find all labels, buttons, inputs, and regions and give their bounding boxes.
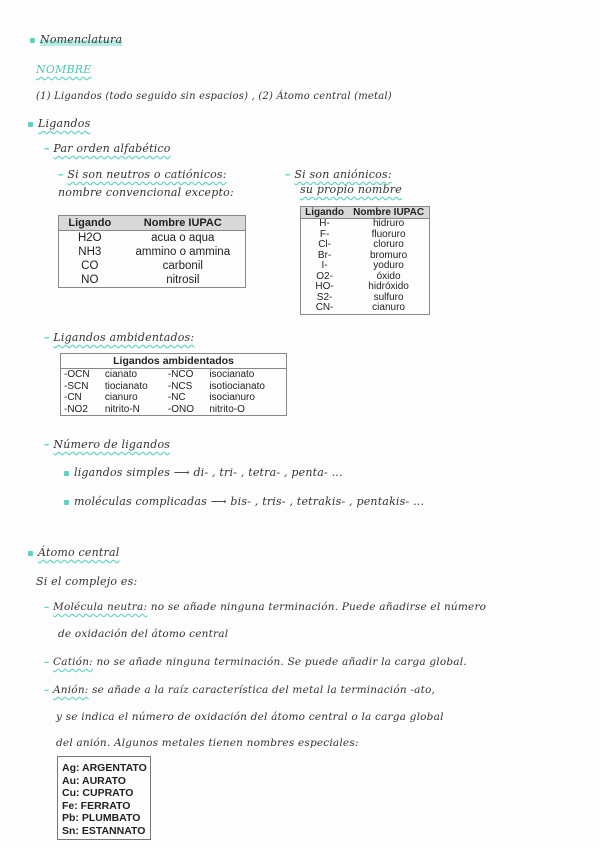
bullet-icon bbox=[28, 122, 33, 127]
table-row bbox=[59, 273, 246, 288]
ligando-cell: -NC bbox=[167, 392, 186, 403]
ligando-cell: -NO2 bbox=[64, 403, 88, 415]
neutros-sub: nombre convencional excepto: bbox=[58, 186, 234, 199]
ligando-cell: S2- bbox=[316, 291, 333, 303]
neutros-table bbox=[58, 215, 246, 288]
nombre-cell: isocianato bbox=[209, 369, 255, 380]
table-row bbox=[59, 245, 246, 259]
simples-line: ligandos simples ⟶ di- , tri- , tetra- , penta- ... bbox=[64, 466, 343, 479]
nombre-cell: bromuro bbox=[369, 249, 408, 261]
nombre-cell: sulfuro bbox=[373, 291, 404, 303]
nombre-cell: isocianuro bbox=[209, 392, 255, 403]
ligando-cell: H- bbox=[319, 218, 330, 229]
anionicos-label: – Si son aniónicos: bbox=[285, 168, 392, 181]
atomo-heading: Átomo central bbox=[28, 546, 119, 559]
table-row bbox=[301, 303, 430, 314]
especial-item: Au: AURATO bbox=[62, 774, 126, 787]
table-header: Nombre IUPAC bbox=[348, 207, 429, 219]
ligando-cell: CO bbox=[81, 260, 99, 272]
table-row bbox=[301, 282, 430, 293]
ligando-cell: NH3 bbox=[78, 246, 102, 258]
ligando-cell: Cl- bbox=[318, 239, 331, 250]
ligando-cell: CN- bbox=[315, 302, 334, 313]
ligando-cell: -ONO bbox=[167, 403, 194, 415]
ligando-cell: HO- bbox=[315, 281, 334, 292]
ligando-cell: -NCS bbox=[167, 380, 193, 392]
nombre-cell: yoduro bbox=[373, 260, 404, 271]
nombre-cell: nitrito-O bbox=[209, 403, 245, 415]
ligando-cell: Br- bbox=[317, 249, 332, 261]
nombre-cell: hidróxido bbox=[368, 281, 409, 292]
anionicos-sub: su propio nombre bbox=[300, 183, 402, 196]
bullet-icon bbox=[64, 471, 69, 476]
numero-label: – Número de ligandos bbox=[44, 438, 171, 451]
nombre-heading: NOMBRE bbox=[36, 63, 92, 76]
nombre-cell: carbonil bbox=[162, 260, 203, 272]
table-row bbox=[301, 261, 430, 272]
page-title: Nomenclatura bbox=[30, 33, 122, 46]
table-row bbox=[61, 404, 287, 416]
table-row bbox=[61, 369, 287, 381]
nombre-cell: nitrosil bbox=[166, 274, 200, 286]
ligando-cell: -CN bbox=[64, 392, 82, 403]
arrow-right-icon: ⟶ bbox=[173, 466, 190, 479]
nombre-cell: fluoruro bbox=[371, 228, 406, 240]
nombre-cell: ammino o ammina bbox=[135, 246, 231, 258]
especial-item: Pb: PLUMBATO bbox=[62, 812, 141, 824]
cation-line: – Catión: no se añade ninguna terminación. Se puede añadir la carga global. bbox=[44, 656, 467, 668]
nombre-cell: tiocianato bbox=[104, 380, 148, 392]
atomo-intro: Si el complejo es: bbox=[36, 575, 138, 588]
table-header: Ligando bbox=[59, 216, 121, 231]
anion-line-2: y se indica el número de oxidación del átomo central o la carga global bbox=[56, 711, 444, 723]
anion-line-3: del anión. Algunos metales tienen nombres especiales: bbox=[56, 737, 359, 749]
nombre-cell: óxido bbox=[376, 270, 401, 282]
nombre-cell: nitrito-N bbox=[104, 403, 140, 415]
ligando-cell: -OCN bbox=[64, 369, 90, 380]
table-row bbox=[301, 219, 430, 230]
ligando-cell: F- bbox=[319, 228, 330, 240]
bullet-icon bbox=[30, 38, 35, 43]
table-header: Ligando bbox=[301, 207, 349, 219]
especial-item: Ag: ARGENTATO bbox=[62, 762, 147, 774]
especial-item: Sn: ESTANNATO bbox=[62, 824, 146, 837]
ligando-cell: -SCN bbox=[64, 380, 89, 392]
neutros-label: – Si son neutros o catiónicos: bbox=[58, 168, 227, 181]
nombre-cell: cianuro bbox=[104, 392, 138, 403]
nombre-cell: acua o aqua bbox=[151, 232, 215, 244]
neutra-line: – Molécula neutra: no se añade ninguna terminación. Puede añadirse el número bbox=[44, 601, 487, 613]
ligando-cell: NO bbox=[81, 274, 99, 286]
neutra-line-2: de oxidación del átomo central bbox=[58, 628, 229, 640]
ligando-cell: I- bbox=[321, 260, 328, 271]
table-row bbox=[59, 231, 246, 246]
complicadas-line: moléculas complicadas ⟶ bis- , tris- , tetrakis- , pentakis- ... bbox=[64, 495, 424, 508]
ligando-cell: O2- bbox=[316, 270, 333, 282]
nombre-cell: hidruro bbox=[373, 218, 405, 229]
nombre-cell: cloruro bbox=[373, 239, 404, 250]
ligando-cell: H2O bbox=[77, 232, 102, 244]
especial-item: Cu: CUPRATO bbox=[62, 787, 134, 799]
nombre-cell: isotiocianato bbox=[209, 380, 265, 392]
anionicos-table bbox=[300, 206, 430, 315]
arrow-right-icon: ⟶ bbox=[210, 495, 227, 508]
ligandos-heading: Ligandos bbox=[28, 117, 90, 130]
especial-item: Fe: FERRATO bbox=[62, 799, 131, 812]
anion-line: – Anión: se añade a la raíz característica del metal la terminación -ato, bbox=[44, 684, 436, 696]
bullet-icon bbox=[64, 500, 69, 505]
table-title: Ligandos ambidentados bbox=[61, 354, 287, 369]
table-row bbox=[301, 251, 430, 262]
nombre-cell: cianato bbox=[104, 369, 138, 380]
ambidentados-label: – Ligandos ambidentados: bbox=[44, 331, 195, 344]
ligando-cell: -NCO bbox=[167, 369, 194, 380]
intro-text: (1) Ligandos (todo seguido sin espacios) , (2) Átomo central (metal) bbox=[36, 91, 392, 102]
especiales-box bbox=[57, 756, 151, 840]
table-header: Nombre IUPAC bbox=[121, 216, 246, 231]
table-row bbox=[61, 381, 287, 393]
ambidentados-table bbox=[60, 353, 287, 416]
bullet-icon bbox=[28, 551, 33, 556]
table-row bbox=[301, 240, 430, 251]
table-row bbox=[61, 392, 287, 404]
nombre-cell: cianuro bbox=[372, 302, 405, 313]
orden-line: – Par orden alfabético bbox=[44, 142, 171, 155]
table-row bbox=[59, 259, 246, 273]
